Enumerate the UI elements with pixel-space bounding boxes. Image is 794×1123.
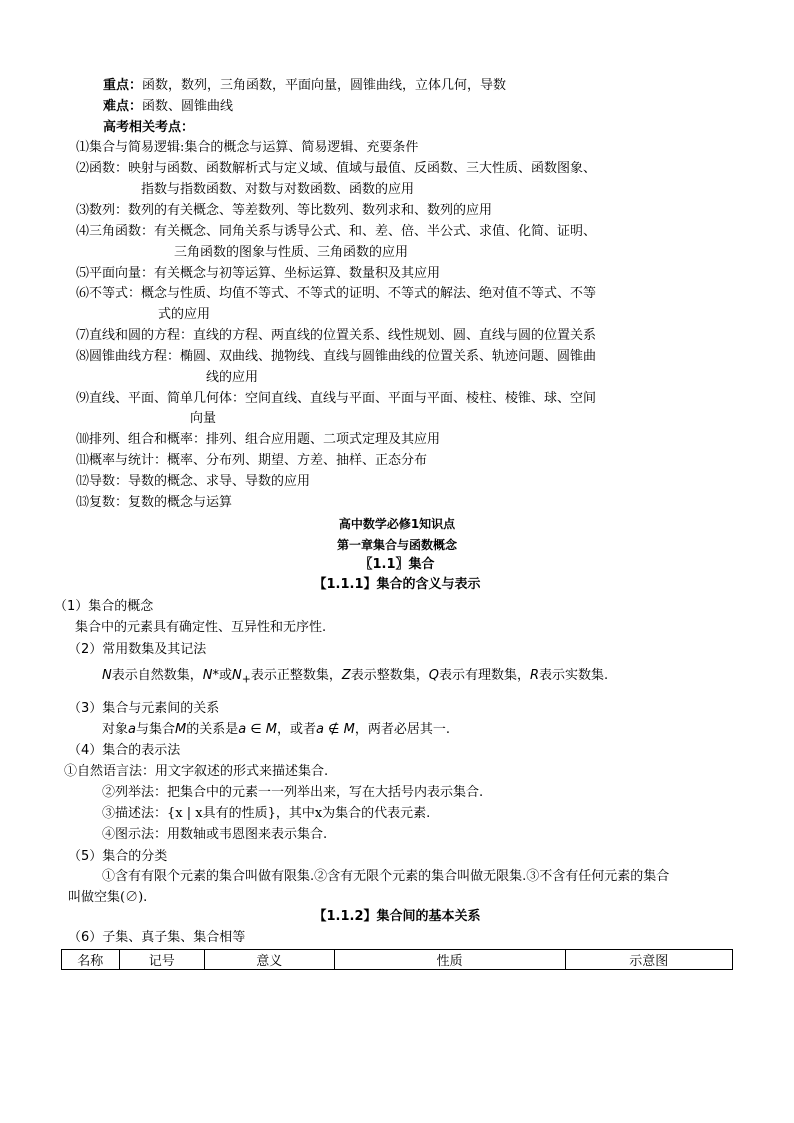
chapter-title: 第一章集合与函数概念 <box>336 538 457 552</box>
key-points <box>103 77 506 95</box>
exam-point: ⑾概率与统计：概率、分布列、期望、方差、抽样、正态分布 <box>76 453 428 468</box>
s2-heading: （2）常用数集及其记法 <box>68 642 207 657</box>
s5-heading: （5）集合的分类 <box>68 849 168 864</box>
exam-point: ⑽排列、组合和概率：排列、组合应用题、二项式定理及其应用 <box>76 432 441 447</box>
symbol-m: M <box>175 722 187 737</box>
subsection-title: 【1.1.2】集合间的基本关系 <box>313 909 481 924</box>
plus-subscript: + <box>241 672 251 686</box>
exam-point: ⑷三角函数：有关概念、同角关系与诱导公式、和、差、倍、半公式、求值、化简、证明、 <box>76 224 597 239</box>
s4-heading: （4）集合的表示法 <box>68 743 181 758</box>
s3-heading: （3）集合与元素间的关系 <box>68 701 220 716</box>
exam-point: ⑼直线、平面、简单几何体：空间直线、直线与平面、平面与平面、棱柱、棱锥、球、空间 <box>76 391 597 406</box>
s2-text: 表示整数集， <box>350 668 429 683</box>
representation-item: ④图示法：用数轴或韦恩图来表示集合. <box>102 827 328 842</box>
exam-point: ⑹不等式：概念与性质、均值不等式、不等式的证明、不等式的解法、绝对值不等式、不等 <box>76 286 597 301</box>
hard-text: 函数、圆锥曲线 <box>142 99 234 114</box>
representation-item: ③描述法：{x | x具有的性质}，其中x为集合的代表元素. <box>102 806 431 821</box>
s2-text: 表示有理数集， <box>438 668 530 683</box>
difficult-points <box>103 98 233 116</box>
exam-title: 高考相关考点： <box>103 120 195 135</box>
s1-text: 集合中的元素具有确定性、互异性和无序性. <box>75 620 327 635</box>
table-header-row <box>62 950 733 970</box>
s1-heading: （1）集合的概念 <box>54 599 154 614</box>
column-diagram: 示意图 <box>565 950 733 970</box>
exam-point: ⑶数列：数列的有关概念、等差数列、等比数列、数列求和、数列的应用 <box>76 203 493 218</box>
exam-point: ⑸平面向量：有关概念与初等运算、坐标运算、数量积及其应用 <box>76 266 441 281</box>
column-name: 名称 <box>62 950 120 970</box>
s3-text: ，两者必居其一. <box>354 722 450 737</box>
s3-text: 的关系是 <box>186 722 239 737</box>
number-sets-line <box>102 667 608 689</box>
column-properties: 性质 <box>334 950 565 970</box>
s2-text: 表示自然数集， <box>111 668 203 683</box>
key-label: 重点： <box>103 78 143 93</box>
s3-text: 与集合 <box>135 722 175 737</box>
subsection-title: 【1.1.1】集合的含义与表示 <box>313 577 481 592</box>
column-notation: 记号 <box>119 950 204 970</box>
s3-text: 对象 <box>102 722 129 737</box>
exam-point-cont: 式的应用 <box>158 307 211 322</box>
exam-point-cont: 指数与指数函数、对数与对数函数、函数的应用 <box>141 182 415 197</box>
hard-label: 难点： <box>103 99 143 114</box>
symbol-n-star: N <box>202 668 213 683</box>
element-of-expr: a ∈ M <box>238 722 278 737</box>
set-relations-table <box>61 949 733 970</box>
s2-text: 表示正整数集， <box>250 668 342 683</box>
exam-point: ⑻圆锥曲线方程：椭圆、双曲线、抛物线、直线与圆锥曲线的位置关系、轨迹问题、圆锥曲 <box>76 349 597 364</box>
representation-item: ①自然语言法：用文字叙述的形式来描述集合. <box>64 764 329 779</box>
element-relation-line <box>102 721 450 739</box>
not-element-of-expr: a ∉ M <box>316 722 355 737</box>
exam-point: ⑵函数：映射与函数、函数解析式与定义域、值域与最值、反函数、三大性质、函数图象、 <box>76 161 597 176</box>
symbol-q: Q <box>428 668 439 683</box>
symbol-a: a <box>128 722 136 737</box>
exam-point: ⑴集合与简易逻辑:集合的概念与运算、简易逻辑、充要条件 <box>76 140 419 155</box>
representation-item: ②列举法：把集合中的元素一一列举出来，写在大括号内表示集合. <box>102 785 484 800</box>
s2-text: *或 <box>212 668 232 683</box>
s2-text: 表示实数集. <box>539 668 609 683</box>
classification-text: 叫做空集(∅). <box>68 890 148 905</box>
section-title: 〖1.1〗集合 <box>359 557 435 572</box>
s6-heading: （6）子集、真子集、集合相等 <box>68 930 246 945</box>
key-text: 函数，数列，三角函数，平面向量，圆锥曲线，立体几何，导数 <box>142 78 507 93</box>
exam-point-cont: 线的应用 <box>206 370 259 385</box>
exam-point: ⑿导数：导数的概念、求导、导数的应用 <box>76 474 311 489</box>
s3-text: ，或者 <box>277 722 317 737</box>
column-meaning: 意义 <box>204 950 334 970</box>
exam-point: ⒀复数：复数的概念与运算 <box>76 495 233 510</box>
exam-point-cont: 向量 <box>190 411 217 426</box>
symbol-n: N <box>102 668 112 683</box>
exam-point-cont: 三角函数的图象与性质、三角函数的应用 <box>174 245 409 260</box>
book-title: 高中数学必修1知识点 <box>338 517 456 531</box>
symbol-z: Z <box>341 668 351 683</box>
classification-text: ①含有有限个元素的集合叫做有限集.②含有无限个元素的集合叫做无限集.③不含有任何元素的集合 <box>102 869 670 884</box>
symbol-r: R <box>530 668 540 683</box>
symbol-n-plus: N <box>232 668 242 683</box>
exam-point: ⑺直线和圆的方程：直线的方程、两直线的位置关系、线性规划、圆、直线与圆的位置关系 <box>76 328 597 343</box>
